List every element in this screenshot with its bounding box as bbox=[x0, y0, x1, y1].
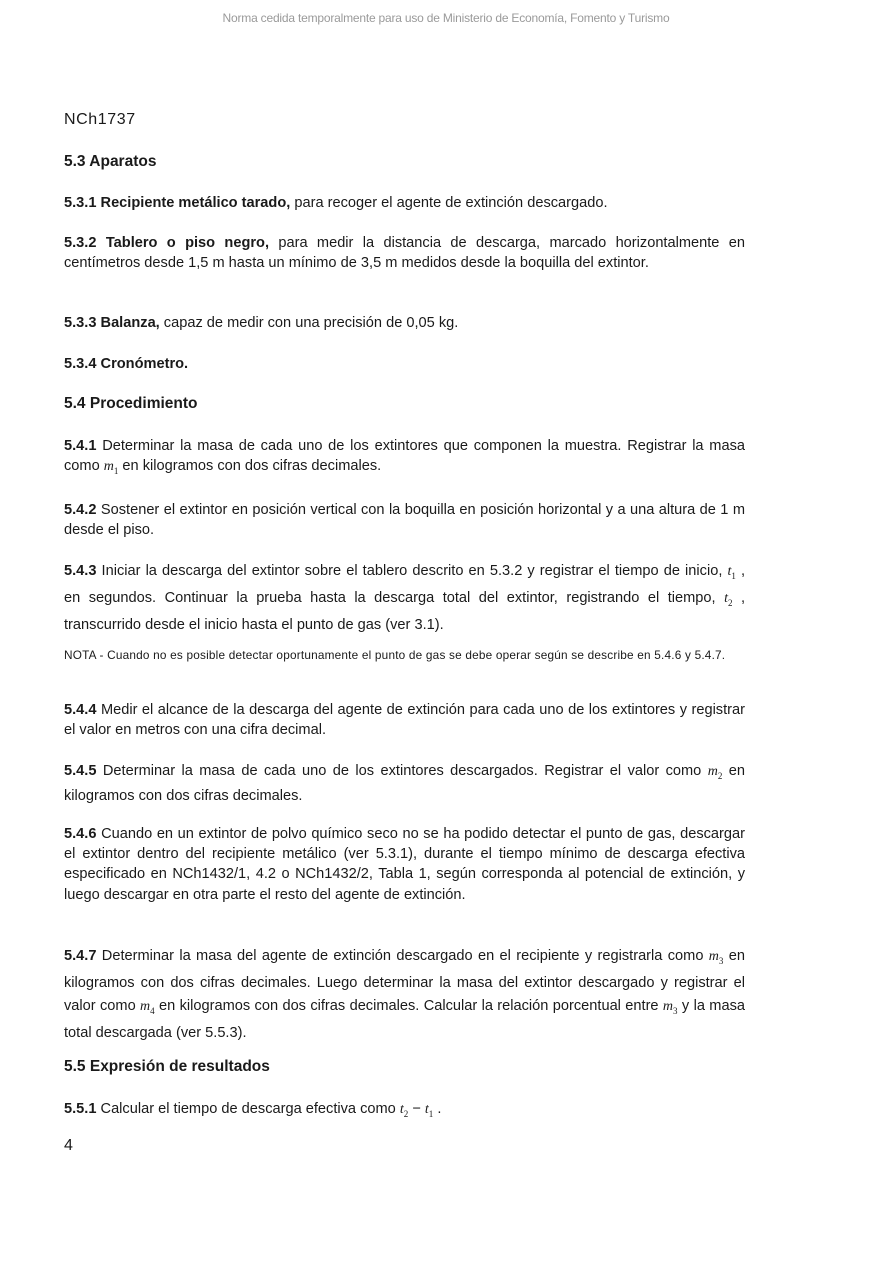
clause-5-4-6 bbox=[64, 824, 745, 905]
clause-5-4-4 bbox=[64, 700, 745, 740]
math-var: $m_3$ bbox=[662, 998, 678, 1016]
clause-term: Recipiente metálico tarado, bbox=[100, 195, 291, 211]
clause-term: Cronómetro. bbox=[100, 356, 189, 372]
clause-5-4-5 bbox=[64, 761, 745, 806]
note: NOTA - Cuando no es posible detectar oportunamente el punto de gas se debe operar según se describe en 5.4.6 y 5.4.7. bbox=[64, 648, 726, 662]
clause-text: Determinar la masa de cada uno de los extintores que componen la muestra. Registrar la masa como bbox=[64, 438, 745, 475]
math-var: $m_3$ bbox=[708, 949, 724, 966]
clause-number: 5.4.5 bbox=[64, 763, 97, 779]
clause-5-4-1 bbox=[64, 436, 745, 481]
clause-text: para recoger el agente de extinción descargado. bbox=[290, 195, 608, 211]
math-var: $t_1$ bbox=[727, 564, 736, 581]
heading-5-3: 5.3 Aparatos bbox=[64, 153, 157, 170]
clause-text: Medir el alcance de la descarga del agente de extinción para cada uno de los extintores y registrar el valor en metros con una cifra decimal. bbox=[64, 702, 745, 739]
math-var: $t_2$ bbox=[724, 590, 733, 608]
clause-number: 5.3.4 bbox=[64, 356, 97, 372]
clause-text: Determinar la masa del agente de extinción descargado en el recipiente y registrarla como bbox=[96, 948, 709, 964]
clause-5-5-1 bbox=[64, 1099, 745, 1124]
clause-text: , transcurrido desde el inicio hasta el punto de gas (ver 3.1). bbox=[64, 589, 746, 633]
clause-term: Balanza, bbox=[100, 315, 160, 331]
heading-5-4: 5.4 Procedimiento bbox=[64, 395, 198, 412]
math-operator: − bbox=[408, 1101, 425, 1117]
clause-number: 5.3.2 bbox=[64, 235, 97, 251]
document-code: NCh1737 bbox=[64, 111, 136, 128]
clause-5-3-3 bbox=[64, 313, 745, 333]
clause-5-4-7 bbox=[64, 945, 745, 1045]
page-number: 4 bbox=[64, 1137, 73, 1154]
math-var: $m_2$ bbox=[707, 764, 723, 781]
clause-text: Calcular el tiempo de descarga efectiva como bbox=[96, 1101, 400, 1117]
clause-text: Iniciar la descarga del extintor sobre el tablero descrito en 5.3.2 y registrar el tiempo de inicio, bbox=[96, 563, 728, 579]
clause-text: Cuando en un extintor de polvo químico seco no se ha podido detectar el punto de gas, descargar el extintor dentro del recipiente metálico (ver 5.3.1), durante el tiempo mínimo de descarga efectiva especificado en NCh1432/1, 4.2 o NCh1432/2, Tabla 1, según corresponda al potencial de extinción, y luego descargar en otra parte el resto del agente de extinción. bbox=[64, 826, 745, 903]
math-var: $t_2$ bbox=[399, 1102, 409, 1119]
clause-number: 5.4.1 bbox=[64, 438, 97, 454]
clause-number: 5.4.7 bbox=[64, 948, 97, 964]
clause-text: en kilogramos con dos cifras decimales. Luego determinar la masa del extintor descargado y registrar el valor como bbox=[64, 948, 745, 1014]
heading-5-5: 5.5 Expresión de resultados bbox=[64, 1058, 270, 1075]
clause-text: capaz de medir con una precisión de 0,05 kg. bbox=[159, 315, 459, 331]
watermark: Norma cedida temporalmente para uso de Ministerio de Economía, Fomento y Turismo bbox=[222, 11, 670, 25]
clause-text: para medir la distancia de descarga, marcado horizontalmente en centímetros desde 1,5 m hasta un mínimo de 3,5 m medidos desde la boquilla del extintor. bbox=[64, 235, 745, 272]
clause-text: y la masa total descargada (ver 5.5.3). bbox=[64, 997, 745, 1042]
clause-text: Sostener el extintor en posición vertical con la boquilla en posición horizontal y a una altura de 1 m desde el piso. bbox=[64, 502, 745, 539]
clause-number: 5.5.1 bbox=[64, 1101, 97, 1117]
clause-number: 5.3.1 bbox=[64, 195, 97, 211]
clause-text: , en segundos. Continuar la prueba hasta la descarga total del extintor, registrando el tiempo, bbox=[64, 563, 745, 606]
math-var: $m_4$ bbox=[140, 998, 155, 1016]
clause-5-4-3 bbox=[64, 560, 745, 636]
clause-5-3-1 bbox=[64, 193, 745, 213]
clause-number: 5.4.6 bbox=[64, 826, 97, 842]
clause-number: 5.3.3 bbox=[64, 315, 97, 331]
clause-text: en kilogramos con dos cifras decimales. bbox=[64, 763, 745, 804]
clause-5-4-2 bbox=[64, 500, 745, 540]
math-var: $t_1$ bbox=[424, 1102, 434, 1119]
clause-number: 5.4.2 bbox=[64, 502, 97, 518]
math-var: $m_1$ bbox=[103, 459, 119, 476]
clause-term: Tablero o piso negro, bbox=[105, 235, 270, 251]
clause-text: en kilogramos con dos cifras decimales. Calcular la relación porcentual entre bbox=[154, 997, 663, 1014]
clause-text: . bbox=[433, 1101, 442, 1117]
clause-5-3-2 bbox=[64, 233, 745, 273]
clause-5-3-4 bbox=[64, 354, 745, 374]
clause-number: 5.4.3 bbox=[64, 563, 97, 579]
clause-text: en kilogramos con dos cifras decimales. bbox=[118, 458, 382, 475]
clause-number: 5.4.4 bbox=[64, 702, 97, 718]
clause-text: Determinar la masa de cada uno de los extintores descargados. Registrar el valor como bbox=[96, 763, 708, 779]
